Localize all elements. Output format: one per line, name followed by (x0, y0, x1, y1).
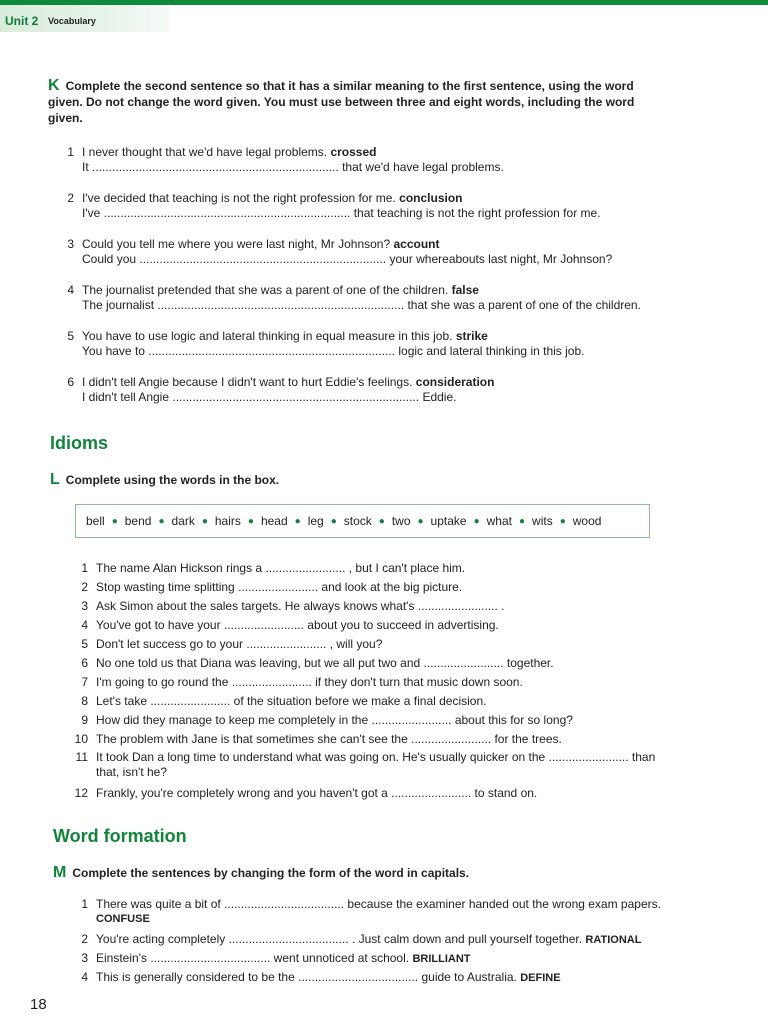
item-text: You're acting completely .................................... . Just calm down and pull yourself together. (96, 932, 583, 946)
item-number: 3 (81, 599, 88, 613)
capital-word: BRILLIANT (412, 953, 471, 965)
exercise-k-text: Complete the second sentence so that it has a similar meaning to the first sentence, using the word given. Do not change the word given. You must use between three and eight words, including the word given. (48, 79, 635, 125)
first-sentence (82, 329, 488, 344)
sentence-start: You have to (82, 344, 145, 358)
box-word: bell (86, 514, 105, 528)
first-sentence (82, 283, 479, 298)
item-text: I'm going to go round the ........................ if they don't turn that music down soon. (96, 675, 523, 689)
idiom-item (70, 561, 680, 577)
item-number: 5 (81, 637, 88, 651)
item-text: How did they manage to keep me completely in the ........................ about this for so long? (96, 713, 573, 727)
idiom-item (70, 694, 680, 710)
box-word: bend (124, 514, 152, 528)
item-text: No one told us that Diana was leaving, but we all put two and ........................ together. (96, 656, 554, 670)
idiom-item (70, 713, 680, 729)
transformation-item (62, 329, 682, 361)
item-text: You've got to have your ........................ about you to succeed in advertising. (96, 618, 499, 632)
item-number: 6 (81, 656, 88, 670)
box-word: wood (572, 514, 602, 528)
keyword: false (451, 283, 479, 297)
sentence-start: The journalist (82, 298, 155, 312)
item-number: 5 (67, 329, 74, 343)
item-text: Don't let success go to your ........................ , will you? (96, 637, 383, 651)
item-line (96, 951, 676, 967)
item-number: 2 (81, 932, 88, 946)
bullet-icon: ● (330, 515, 337, 527)
sentence-end: logic and lateral thinking in this job. (398, 344, 585, 358)
sentence-end: that we'd have legal problems. (342, 160, 504, 174)
second-sentence (82, 160, 504, 175)
sentence-start: It (82, 160, 89, 174)
item-number: 8 (81, 694, 88, 708)
box-word: wits (532, 514, 553, 528)
item-text: The problem with Jane is that sometimes she can't see the ........................ for the trees. (96, 732, 562, 746)
bullet-icon: ● (201, 515, 208, 527)
item-number: 3 (81, 951, 88, 965)
transformation-item (62, 283, 682, 315)
item-line (96, 970, 676, 986)
bullet-icon: ● (417, 515, 424, 527)
item-number: 2 (67, 191, 74, 205)
item-number: 2 (81, 580, 88, 594)
item-number: 6 (67, 375, 74, 389)
sentence-end: that she was a parent of one of the children. (407, 298, 641, 312)
keyword: conclusion (399, 191, 463, 205)
idiom-item (70, 580, 680, 596)
second-sentence (82, 252, 612, 267)
item-number: 4 (81, 618, 88, 632)
exercise-k-instruction (48, 78, 663, 126)
keyword: consideration (415, 375, 495, 389)
second-sentence (82, 390, 456, 405)
item-text: Let's take ........................ of the situation before we make a final decision. (96, 694, 487, 708)
exercise-k-letter: K (48, 77, 60, 94)
box-word: leg (307, 514, 324, 528)
item-text: Stop wasting time splitting ........................ and look at the big picture. (96, 580, 463, 594)
second-sentence (82, 344, 584, 359)
item-text: Einstein's .................................... went unnoticed at school. (96, 951, 410, 965)
idioms-title: Idioms (50, 433, 109, 453)
item-text: Ask Simon about the sales targets. He always knows what's ........................ . (96, 599, 505, 613)
second-sentence (82, 206, 601, 221)
box-word: hairs (214, 514, 241, 528)
item-number: 9 (81, 713, 88, 727)
item-number: 1 (81, 561, 88, 575)
sentence-text: I never thought that we'd have legal problems. (82, 145, 328, 159)
answer-blank[interactable]: .......................................................................... (148, 344, 396, 358)
item-number: 1 (67, 145, 74, 159)
answer-blank[interactable]: .......................................................................... (157, 298, 405, 312)
item-number: 10 (74, 732, 88, 746)
sentence-text: I've decided that teaching is not the right profession for me. (82, 191, 396, 205)
item-number: 4 (67, 283, 74, 297)
unit-tab (0, 5, 170, 32)
sentence-text: Could you tell me where you were last night, Mr Johnson? (82, 237, 391, 251)
idiom-item (70, 618, 680, 634)
keyword: crossed (330, 145, 377, 159)
bullet-icon: ● (378, 515, 385, 527)
transformation-item (62, 375, 682, 407)
item-number: 11 (75, 750, 88, 764)
answer-blank[interactable]: .......................................................................... (139, 252, 387, 266)
word-formation-item (70, 970, 680, 986)
sentence-start: I've (82, 206, 101, 220)
sentence-end: your whereabouts last night, Mr Johnson? (389, 252, 613, 266)
sentence-end: that teaching is not the right profession for me. (353, 206, 601, 220)
idiom-item (70, 637, 680, 653)
item-number: 7 (81, 675, 88, 689)
transformation-item (62, 237, 682, 269)
exercise-m-text: Complete the sentences by changing the form of the word in capitals. (72, 866, 470, 880)
item-text-continued: that, isn't he? (96, 765, 168, 779)
sentence-text: I didn't tell Angie because I didn't want to hurt Eddie's feelings. (82, 375, 413, 389)
keyword: strike (455, 329, 488, 343)
word-formation-item (70, 951, 680, 967)
transformation-item (62, 191, 682, 223)
word-formation-item (70, 897, 680, 929)
unit-label: Unit 2 (5, 14, 39, 28)
item-text: There was quite a bit of .................................... because the examiner handed out the wrong exam papers. (96, 897, 661, 911)
word-formation-title: Word formation (53, 826, 187, 846)
answer-blank[interactable]: .......................................................................... (92, 160, 339, 174)
sentence-text: You have to use logic and lateral thinking in equal measure in this job. (82, 329, 453, 343)
bullet-icon: ● (518, 515, 526, 527)
item-text: Frankly, you're completely wrong and you haven't got a ........................ to stand on. (96, 786, 538, 800)
item-number: 4 (81, 970, 88, 984)
item-text: It took Dan a long time to understand what was going on. He's usually quicker on the ........................ than (96, 750, 656, 764)
box-word: stock (343, 514, 372, 528)
item-line (96, 932, 676, 948)
sentence-end: Eddie. (422, 390, 457, 404)
sentence-start: I didn't tell Angie (82, 390, 170, 404)
item-number: 3 (67, 237, 74, 251)
capital-word: DEFINE (520, 972, 561, 984)
bullet-icon: ● (294, 515, 301, 527)
keyword: account (393, 237, 440, 251)
first-sentence (82, 145, 376, 160)
section-label: Vocabulary (48, 16, 96, 26)
exercise-m-instruction (53, 865, 469, 881)
second-sentence (82, 298, 641, 313)
sentence-start: Could you (82, 252, 137, 266)
idiom-item (70, 750, 680, 782)
transformation-item (62, 145, 682, 177)
exercise-l-letter: L (50, 471, 60, 488)
box-word: two (391, 514, 411, 528)
exercise-l-instruction (50, 472, 279, 488)
capital-word: RATIONAL (585, 934, 642, 946)
bullet-icon: ● (559, 515, 566, 527)
bullet-icon: ● (111, 515, 118, 527)
box-word: dark (171, 514, 195, 528)
answer-blank[interactable]: .......................................................................... (103, 206, 351, 220)
answer-blank[interactable]: .......................................................................... (172, 390, 420, 404)
exercise-m-letter: M (53, 864, 67, 881)
box-word: uptake (430, 514, 467, 528)
capital-word: CONFUSE (96, 913, 150, 925)
item-number: 1 (81, 897, 88, 911)
item-number: 12 (74, 786, 88, 800)
item-text: The name Alan Hickson rings a ........................ , but I can't place him. (96, 561, 466, 575)
idiom-item (70, 732, 680, 748)
word-box (75, 504, 650, 538)
bullet-icon: ● (247, 515, 254, 527)
first-sentence (82, 191, 463, 206)
first-sentence (82, 375, 494, 390)
sentence-text: The journalist pretended that she was a parent of one of the children. (82, 283, 449, 297)
first-sentence (82, 237, 440, 252)
idiom-item (70, 599, 680, 615)
box-word: what (486, 514, 512, 528)
bullet-icon: ● (473, 515, 480, 527)
item-text: This is generally considered to be the .................................... guide to Australia. (96, 970, 517, 984)
page-number: 18 (30, 996, 47, 1013)
bullet-icon: ● (158, 515, 165, 527)
idiom-item (70, 656, 680, 672)
exercise-l-text: Complete using the words in the box. (65, 473, 280, 487)
word-formation-item (70, 932, 680, 948)
idiom-item (70, 786, 680, 802)
box-word: head (260, 514, 288, 528)
idiom-item (70, 675, 680, 691)
